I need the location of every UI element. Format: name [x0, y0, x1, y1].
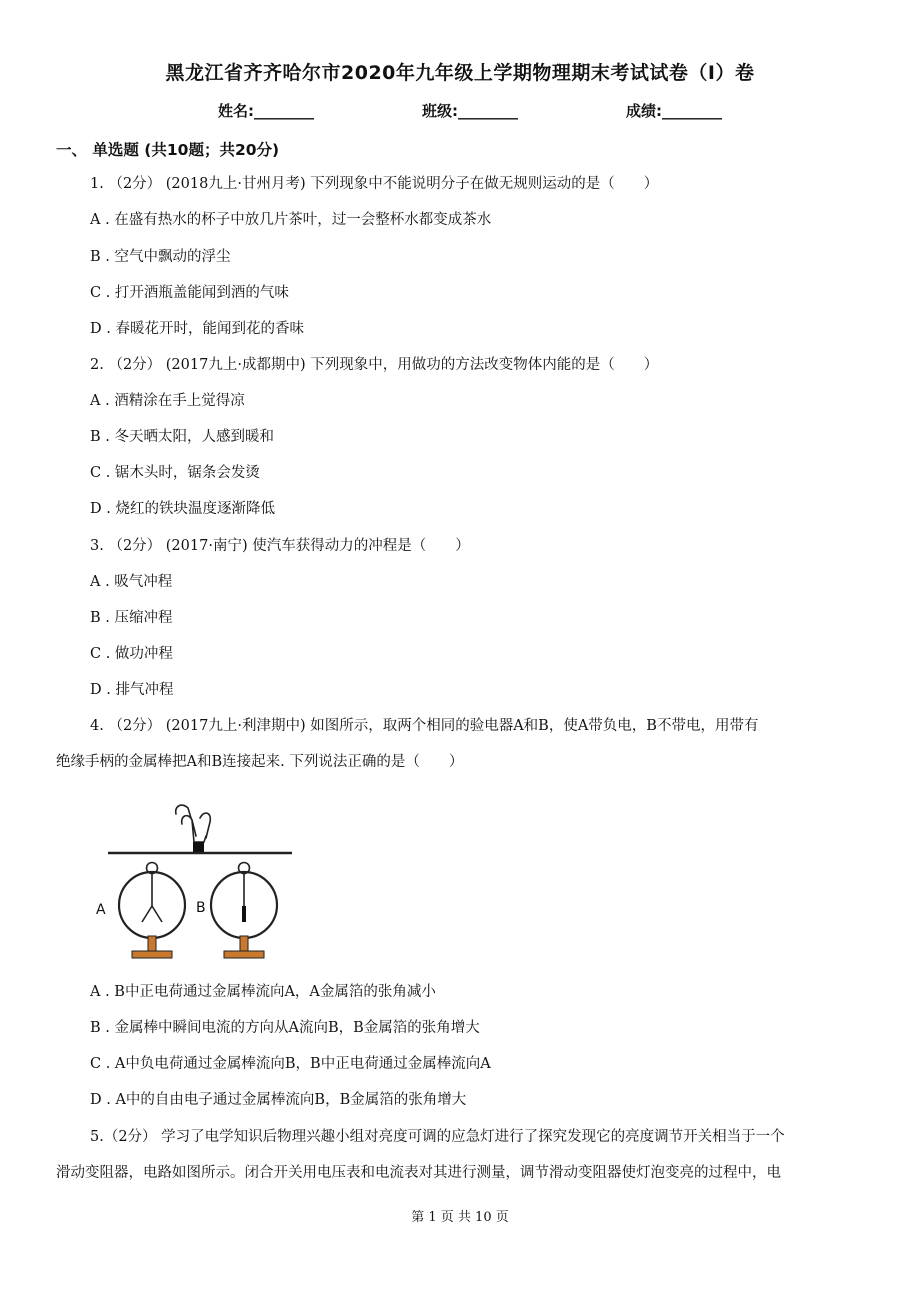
label-b: B [196, 900, 206, 916]
question-1-option-d: D . 春暖花开时，能闻到花的香味 [90, 321, 304, 337]
label-a: A [96, 902, 106, 918]
question-3-option-a: A . 吸气冲程 [90, 574, 173, 590]
question-2-option-a: A . 酒精涂在手上觉得凉 [90, 393, 245, 409]
question-2-option-d: D . 烧红的铁块温度逐渐降低 [90, 501, 275, 517]
exam-title: 黑龙江省齐齐哈尔市2020年九年级上学期物理期末考试试卷（I）卷 [165, 62, 755, 84]
question-4-stem-line-1: 4. （2分） (2017九上·利津期中) 如图所示，取两个相同的验电器A和B，使A带负电，B不带电，用带有 [90, 718, 759, 734]
section-heading: 一、 单选题 (共10题；共20分) [56, 141, 280, 159]
question-1-stem: 1. （2分） (2018九上·甘州月考) 下列现象中不能说明分子在做无规则运动的是（ ） [90, 176, 659, 192]
question-1-option-a: A . 在盛有热水的杯子中放几片茶叶，过一会整杯水都变成茶水 [90, 212, 492, 228]
handle-clamp [193, 842, 204, 852]
question-5-stem-line-1: 5.（2分） 学习了电学知识后物理兴趣小组对亮度可调的应急灯进行了探究发现它的亮度调节开关相当于一个 [90, 1129, 785, 1145]
student-info-row [0, 100, 920, 122]
question-4-option-b: B . 金属棒中瞬间电流的方向从A流向B，B金属箔的张角增大 [90, 1020, 480, 1036]
page-footer: 第 1 页 共 10 页 [411, 1210, 509, 1225]
hand-illustration [176, 805, 211, 842]
question-1-option-c: C . 打开酒瓶盖能闻到酒的气味 [90, 285, 289, 301]
electroscope-figure [96, 796, 306, 966]
class-field: 班级:________ [422, 102, 518, 120]
question-3-option-d: D . 排气冲程 [90, 682, 174, 698]
question-4-option-d: D . A中的自由电子通过金属棒流向B，B金属箔的张角增大 [90, 1092, 467, 1108]
question-4-stem-line-2: 绝缘手柄的金属棒把A和B连接起来. 下列说法正确的是（ ） [56, 754, 464, 770]
question-4-option-c: C . A中负电荷通过金属棒流向B，B中正电荷通过金属棒流向A [90, 1056, 491, 1072]
question-2-option-c: C . 锯木头时，锯条会发烫 [90, 465, 260, 481]
question-5-stem-line-2: 滑动变阻器，电路如图所示。闭合开关用电压表和电流表对其进行测量，调节滑动变阻器使灯泡变亮的过程中，电 [56, 1165, 781, 1181]
name-field: 姓名:________ [218, 102, 314, 120]
question-2-option-b: B . 冬天晒太阳，人感到暖和 [90, 429, 274, 445]
question-3-option-b: B . 压缩冲程 [90, 610, 173, 626]
question-3-stem: 3. （2分） (2017·南宁) 使汽车获得动力的冲程是（ ） [90, 538, 470, 554]
question-3-option-c: C . 做功冲程 [90, 646, 173, 662]
electroscope-b [211, 863, 277, 959]
question-4-option-a: A . B中正电荷通过金属棒流向A，A金属箔的张角减小 [90, 984, 436, 1000]
question-2-stem: 2. （2分） (2017九上·成都期中) 下列现象中，用做功的方法改变物体内能的是（ ） [90, 357, 659, 373]
score-field: 成绩:________ [626, 102, 722, 120]
question-1-option-b: B . 空气中飘动的浮尘 [90, 249, 231, 265]
electroscope-a [119, 863, 185, 959]
